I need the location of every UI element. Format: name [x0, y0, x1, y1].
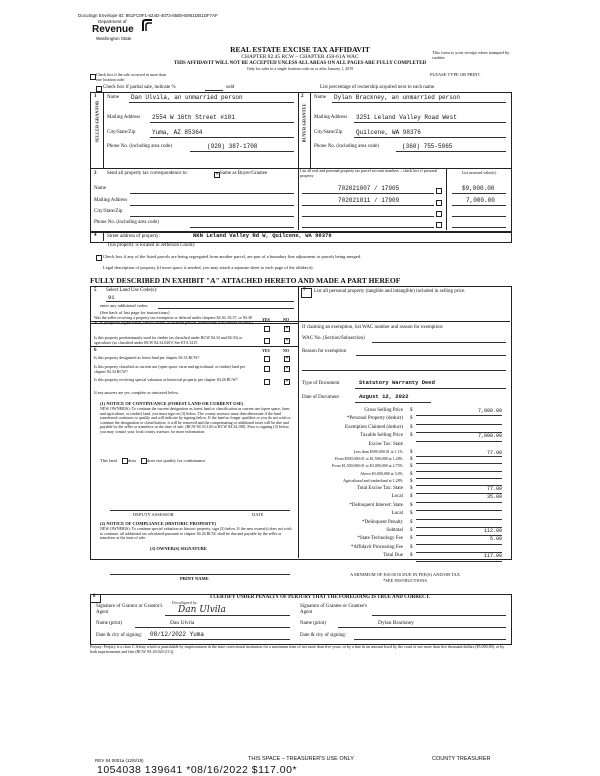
corr-phone-field[interactable] — [190, 227, 294, 228]
owner-signature-label: (3) OWNER(S) SIGNATURE — [150, 546, 207, 551]
seller-mailing: 2554 W 16th Street #101 — [152, 114, 235, 121]
tax-label-total-state: Total Excise Tax: State — [356, 486, 403, 491]
segregation-checkbox[interactable] — [96, 255, 102, 261]
grantor-signature: Dan Ulvila — [178, 605, 226, 615]
buyer-phone: (360) 755-5065 — [402, 143, 453, 150]
wac-no-field[interactable] — [372, 342, 506, 343]
parcel-row-4-personal-checkbox[interactable] — [436, 222, 442, 228]
buyer-name: Dylan Brackney, an unmarried person — [334, 94, 461, 101]
docusign-tag: DocuSigned by: — [172, 600, 198, 605]
tax-bracket-label: Agricultural and timberland at 1.28% — [343, 477, 403, 483]
tax-label-exemption: Exemption Claimed (deduct) — [344, 424, 403, 430]
this-land-label: This land — [100, 458, 117, 463]
seller-mailing-label: Mailing Address — [107, 115, 141, 120]
reason-field[interactable] — [356, 355, 506, 356]
grantee-date-field[interactable] — [354, 639, 506, 640]
exemption-claim-label: If claiming an exemption, list WAC number and reason for exemption: — [302, 325, 444, 330]
land-use-code: 91 — [108, 294, 115, 301]
tax-bracket-value: 77.00 — [486, 450, 502, 456]
dollar-sign: $ — [410, 433, 413, 439]
deputy-date-label: DATE — [252, 512, 264, 517]
grantee-date-label: Date & city of signing: — [300, 633, 347, 638]
form-notice: THIS AFFIDAVIT WILL NOT BE ACCEPTED UNLESS ALL AREAS ON ALL PAGES ARE FULLY COMPLETED — [173, 61, 427, 66]
print-name-label: PRINT NAME — [180, 576, 209, 581]
corr-name-field[interactable] — [130, 193, 294, 194]
dollar-sign: $ — [410, 511, 413, 517]
grantee-signature-line[interactable] — [372, 615, 506, 616]
tax-value-subtotal: 112.00 — [483, 528, 502, 534]
reason-label: Reason for exemption — [302, 349, 347, 354]
treasurer-space: THIS SPACE – TREASURER'S USE ONLY — [248, 756, 354, 762]
dollar-sign: $ — [410, 494, 413, 500]
s6-q4: If any answers are yes, complete as instructed below. — [94, 390, 179, 395]
dollar-sign: $ — [410, 464, 413, 470]
dollar-sign: $ — [410, 553, 413, 559]
s5-num: 5 — [94, 288, 97, 293]
tax-label-total-due: Total Due — [383, 553, 403, 559]
corr-city-field[interactable] — [130, 216, 294, 217]
grantor-sig-label: Signature of Grantor or Grantor's Agent — [96, 604, 163, 615]
dollar-sign: $ — [410, 408, 413, 413]
land-use-label: Select Land Use Code(s): — [106, 288, 158, 293]
tax-label-delinq-penalty: *Delinquent Penalty — [362, 519, 403, 525]
deputy-signature-line[interactable] — [110, 510, 290, 511]
tax-value-gross: 7,000.00 — [477, 408, 502, 414]
legal-label: Legal description of property (if more space is needed, you may attach a separate sheet to each page of the affidavit) — [103, 265, 313, 270]
grantee-name-label: Name (print) — [300, 621, 326, 626]
tax-value-local: 35.00 — [486, 494, 502, 501]
same-as-buyer-checkbox[interactable]: ✕ — [215, 172, 219, 177]
notice1-title: (1) NOTICE OF CONTINUANCE (FOREST LAND OR CURRENT USE) — [100, 401, 244, 406]
treasurer-stamp: 1054038 139641 *08/16/2022 $117.00* — [97, 764, 298, 776]
s5-q1: Was the seller receiving a property tax exemption or deferral under chapters 84.36, 84.37, or 84.38 RCW (nonprofit organization, senior citizen, or disabled person, homeowner with limited income)? — [94, 315, 254, 325]
street-num: 4 — [94, 233, 97, 238]
tax-value-total-due: 117.00 — [483, 553, 502, 560]
tax-label-gross: Gross Selling Price — [364, 408, 403, 413]
multiple-location-label: Check box if the sale occurred in more than one location code. — [96, 72, 166, 82]
notice1-body: NEW OWNER(S): To continue the current designation as forest land or classification as current use (open space, farm and agriculture, or timber) land, you must sign on (3) below. The county assessor must then determine if the land transferred continues to qualify and will indicate by signing below. If the land no longer qualifies or you do not wish to continue the designation or classification, it will be removed and the compensating or additional taxes will be due and payable by the seller or transferor at the time of sale. (RCW 84.33.140 or RCW 84.34.108). Prior to signing (3) below, you may contact your local county assessor for more information. — [100, 406, 291, 434]
form-title: REAL ESTATE EXCISE TAX AFFIDAVIT — [230, 45, 370, 54]
s6-q2-yes[interactable] — [264, 366, 270, 372]
county-line: This property is located in Jefferson County — [107, 243, 195, 248]
envelope-id: DocuSign Envelope ID: 851FC8F1-524D-4073-85B9-B961DB1DF7AF — [78, 13, 218, 18]
s6-yes: YES — [262, 348, 270, 353]
additional-codes-label: enter any additional codes: — [100, 303, 149, 308]
form-notice2: Only for sales in a single location code on or after January 1, 2019 — [246, 66, 354, 71]
minimum-note: A MINIMUM OF $10.00 IS DUE IN FEE(S) AND/OR TAX — [349, 572, 461, 577]
form-subtitle: CHAPTER 82.45 RCW – CHAPTER 458-61A WAC — [241, 54, 359, 60]
dollar-sign: $ — [410, 416, 413, 422]
grantor-date-label: Date & city of signing: — [96, 633, 143, 638]
s6-no: NO — [283, 348, 289, 353]
list-percentage-note: List percentage of ownership acquired next to each name. — [320, 85, 436, 90]
grantee-sig-label: Signature of Grantee or Grantee's Agent — [300, 604, 367, 615]
s5-q2-yes[interactable] — [264, 338, 270, 344]
s6-q2: Is this property classified as current use (open space, farm and agricultural, or timber) land per chapter 84.34 RCW? — [94, 364, 246, 374]
see-instructions: *SEE INSTRUCTIONS — [383, 578, 427, 583]
notice2-title: (2) NOTICE OF COMPLIANCE (HISTORIC PROPERTY) — [100, 521, 216, 526]
tax-value-total-state: 77.00 — [486, 486, 502, 492]
s6-num: 6 — [94, 348, 97, 353]
dollar-sign: $ — [410, 450, 413, 455]
dollar-sign: $ — [410, 424, 413, 430]
seller-name-label: Name — [107, 95, 119, 100]
street-value: NKN Leland Valley Rd W, Quilcene, WA 98376 — [193, 232, 332, 239]
seller-side-label: SELLER GRANTOR — [94, 100, 100, 143]
s5-q2: Is this property predominantly used for timber (as classified under RCW 84.34 and 84.33) or agriculture (as classified under RCW 84.34.020)? See ETA 3215 — [94, 335, 243, 345]
county-treasurer: COUNTY TREASURER — [432, 756, 491, 762]
s6-q1-yes[interactable] — [264, 356, 270, 362]
seller-city-label: City/State/Zip — [107, 130, 136, 135]
tax-bracket-label: From $500,000.01 to $1,500,000 at 1.28% — [335, 456, 403, 462]
dept-line2: Revenue — [92, 24, 134, 35]
tax-value-taxable: 7,000.00 — [477, 433, 502, 440]
dollar-sign: $ — [410, 528, 413, 533]
perjury-notice: Perjury: Perjury is a class C felony which is punishable by imprisonment in the state correctional institution for a maximum term of not more than five years, or by a fine in an amount fixed by the court of not more than five thousand dollars ($5,000.00), or by both imprisonment and fine (RCW 9A.20.020 (1C)). — [90, 644, 505, 654]
corr-num: 3 — [94, 171, 97, 176]
corr-label: Send all property tax correspondence to: — [107, 171, 188, 176]
tax-label-taxable: Taxable Selling Price — [360, 433, 403, 439]
tax-label-subtotal: Subtotal — [386, 528, 403, 533]
dollar-sign: $ — [410, 457, 413, 463]
s6-q1: Is this property designated as forest land per chapter 84.33 RCW? — [94, 355, 200, 360]
grantor-signature-line[interactable] — [165, 615, 290, 616]
parcels-header: List all real and personal property tax parcel account numbers – check box if personal property — [300, 168, 438, 178]
dollar-sign: $ — [410, 471, 413, 477]
corr-phone-label: Phone No. (including area code) — [94, 220, 159, 225]
corr-mailing-field[interactable] — [130, 205, 294, 206]
parcel-row-1-account: 702021007 / 17905 — [338, 185, 400, 192]
tax-bracket-label: From $1,500,000.01 to $3,000,000 at 2.75% — [332, 463, 403, 469]
corr-name-label: Name — [94, 186, 106, 191]
dollar-sign: $ — [410, 486, 413, 491]
s7-text: List all personal property (tangible and intangible) included in selling price. — [314, 289, 466, 294]
tax-label-delinq-int-state: *Delinquent Interest: State — [349, 502, 403, 508]
dept-line1: Department of — [98, 19, 127, 24]
s6-q2-no[interactable]: ✕ — [285, 366, 289, 371]
form-id: REV 84 0001a (12/6/19) — [95, 758, 144, 763]
parcel-row-2-personal-checkbox[interactable] — [436, 200, 442, 206]
exhibit-line: FULLY DESCRIBED IN EXHIBIT "A" ATTACHED HERETO AND MADE A PART HEREOF — [90, 276, 401, 285]
notice2-body: NEW OWNER(S): To continue special valuation as historic property, sign (3) below. If the new owner(s) does not wish to continue, all additional tax calculated pursuant to chapter 84.26 RCW, shall be due and payable by the seller or transferor at the time of sale. — [100, 526, 292, 541]
parcel-row-1-personal-checkbox[interactable] — [436, 188, 442, 194]
see-back: (See back of last page for instructions) — [100, 310, 170, 315]
tax-label-personal: *Personal Property (deduct) — [346, 416, 403, 422]
same-as-buyer-label: Same as Buyer/Grantee — [220, 171, 268, 176]
seller-phone: (928) 387-1708 — [207, 143, 258, 150]
partial-sale-label: Check box if partial sale, indicate % — [103, 85, 176, 90]
tax-value-tech-fee: 5.00 — [489, 536, 502, 543]
tax-label-affidavit-fee: *Affidavit Processing Fee — [350, 544, 403, 550]
buyer-city: Quilcene, WA 98376 — [356, 129, 421, 136]
does-label: does — [128, 458, 137, 463]
s5-q1-no[interactable]: ✕ — [285, 326, 289, 331]
segregation-label: Check box if any of the listed parcels are being segregated from another parcel, are part of a boundary line adjustment or parcels being merged. — [103, 254, 362, 259]
buyer-name-label: Name — [314, 95, 326, 100]
seller-phone-label: Phone No. (including area code) — [107, 144, 172, 149]
buyer-side-label: BUYER GRANTEE — [301, 103, 307, 143]
dollar-sign: $ — [410, 502, 413, 508]
corr-city-label: City/State/Zip — [94, 209, 123, 214]
buyer-mailing: 3251 Leland Valley Road West — [356, 114, 457, 121]
parcel-row-2-value: 7,000.00 — [466, 197, 495, 204]
dollar-sign: $ — [410, 519, 413, 525]
tax-label-local: Local — [391, 494, 403, 500]
s7-num: 7 — [303, 288, 306, 293]
print-name-line[interactable] — [110, 574, 290, 575]
deputy-assessor-label: DEPUTY ASSESSOR — [133, 512, 174, 517]
street-label: Street address of property: — [107, 234, 160, 239]
partial-percent-line[interactable] — [205, 90, 223, 91]
doc-date-label: Date of Document — [302, 395, 339, 400]
s5-yes: YES — [262, 317, 270, 322]
revenue-logo-icon — [140, 19, 154, 33]
tax-label-delinq-local: Local — [391, 511, 403, 517]
buyer-mailing-label: Mailing Address — [314, 115, 348, 120]
corr-mailing-label: Mailing Address — [94, 198, 128, 203]
print-note: PLEASE TYPE OR PRINT — [430, 72, 481, 77]
buyer-phone-label: Phone No. (including area code) — [314, 144, 379, 149]
additional-codes-field[interactable] — [158, 308, 294, 309]
s6-q3-yes[interactable] — [264, 379, 270, 385]
certify-line: I CERTIFY UNDER PENALTY OF PERJURY THAT THE FOREGOING IS TRUE AND CORRECT. — [210, 595, 431, 600]
parcel-row-3-personal-checkbox[interactable] — [436, 211, 442, 217]
dept-line3: Washington State — [96, 36, 132, 41]
s5-no: NO — [283, 317, 289, 322]
tax-label-tech-fee: *State Technology Fee — [357, 536, 403, 542]
seller-num: 1 — [94, 94, 97, 99]
s5-q1-yes[interactable] — [264, 326, 270, 332]
grantor-name-label: Name (print) — [96, 621, 122, 626]
dollar-sign: $ — [410, 478, 413, 484]
grantor-name: Dan Ulvila — [170, 620, 195, 626]
receipt-note: This form is your receipt when stamped by cashier. — [432, 50, 510, 61]
buyer-city-label: City/State/Zip — [314, 130, 343, 135]
s8-num: 8 — [93, 594, 96, 599]
s6-q1-no[interactable]: ✕ — [285, 356, 289, 361]
does-not-label: does not qualify for continuance. — [147, 458, 207, 463]
doc-date: August 12, 2022 — [359, 393, 409, 400]
doc-type-label: Type of Document — [302, 381, 340, 386]
s5-q2-no[interactable]: ✕ — [285, 338, 289, 343]
seller-city: Yuma, AZ 85364 — [152, 129, 203, 136]
grantee-name: Dylan Brackney — [378, 620, 414, 626]
assessed-header: List assessed value(s) — [461, 170, 497, 175]
s6-q3: Is this property receiving special valuation as historical property per chapter 84.26 RCW? — [94, 377, 238, 382]
grantor-date: 08/12/2022 Yuma — [150, 631, 205, 638]
s6-q3-no[interactable]: ✕ — [285, 379, 289, 384]
tax-bracket-label: Above $3,000,000 at 3.0% — [360, 470, 403, 476]
wac-no-label: WAC No. (Section/Subsection) — [302, 336, 365, 341]
partial-sold-label: sold — [226, 85, 235, 90]
doc-type: Statutory Warranty Deed — [359, 379, 435, 386]
dollar-sign: $ — [410, 544, 413, 550]
parcel-row-2-account: 702021011 / 17909 — [338, 197, 400, 204]
seller-name: Dan Ulvila, an unmarried person — [131, 94, 243, 101]
tax-label-excise: Excise Tax: State — [368, 441, 403, 447]
dollar-sign: $ — [410, 536, 413, 542]
buyer-num: 2 — [301, 94, 304, 99]
tax-bracket-label: Less than $500,000.01 at 1.1% — [353, 449, 403, 454]
parcel-row-1-value: $9,000.00 — [462, 185, 495, 192]
